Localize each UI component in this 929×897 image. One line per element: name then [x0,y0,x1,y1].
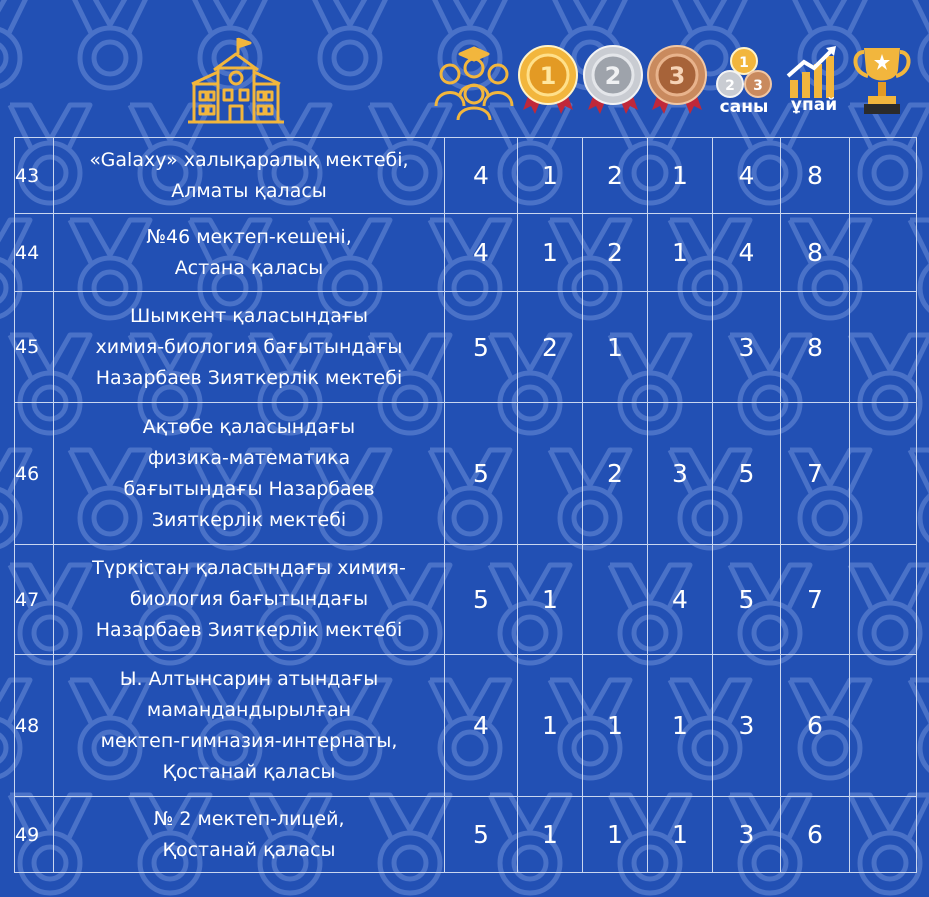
school-building-icon [188,36,284,126]
medal-total-cell: 5 [713,403,781,545]
bronze-medal-icon [646,44,708,116]
school-name-line: химия-биология бағытындағы [95,335,403,358]
school-name-cell [54,403,445,545]
rank-cell [850,797,917,873]
row-number-cell: 45 [15,292,54,403]
silver-count-cell: 1 [583,292,648,403]
school-name-cell [54,797,445,873]
points-chart-icon [786,44,842,114]
students-icon [434,44,514,120]
svg-text:2: 2 [604,62,622,90]
table-row [15,214,917,292]
table-row [15,655,917,797]
gold-count-cell: 1 [518,214,583,292]
medals-count-icon [714,46,774,116]
silver-count-cell [583,545,648,655]
medal-total-cell: 5 [713,545,781,655]
bronze-count-cell: 1 [648,214,713,292]
silver-medal-icon [582,44,644,116]
table-row [15,545,917,655]
school-name-line: Зияткерлік мектебі [151,508,347,531]
points-cell: 7 [781,403,850,545]
students-count-cell: 5 [445,403,518,545]
school-name-line: Назарбаев Зияткерлік мектебі [95,366,403,389]
silver-count-cell: 1 [583,655,648,797]
svg-text:3: 3 [753,78,763,94]
results-table [14,137,917,873]
svg-text:2: 2 [725,78,735,94]
school-name-line: Астана қаласы [174,256,324,279]
row-number-cell: 46 [15,403,54,545]
rank-cell [850,214,917,292]
school-name-line: №46 мектеп-кешені, [146,225,352,248]
school-name-line: физика-математика [147,446,351,469]
gold-medal-icon [517,44,579,116]
silver-count-cell: 2 [583,138,648,214]
points-cell: 6 [781,797,850,873]
bronze-count-cell: 1 [648,655,713,797]
school-name-cell [54,292,445,403]
school-name-line: мектеп-гимназия-интернаты, [100,729,398,752]
silver-count-cell: 2 [583,403,648,545]
medal-total-cell: 3 [713,292,781,403]
medal-total-cell: 4 [713,138,781,214]
students-count-cell: 5 [445,797,518,873]
school-name-line: Ақтөбе қаласындағы [142,415,356,438]
points-cell: 8 [781,292,850,403]
school-name-cell [54,214,445,292]
svg-text:1: 1 [539,62,557,90]
table-row [15,797,917,873]
bronze-count-cell [648,292,713,403]
school-name-line: Ы. Алтынсарин атындағы [119,667,379,690]
gold-count-cell: 1 [518,655,583,797]
school-name-cell [54,545,445,655]
table-row [15,403,917,545]
trophy-icon [852,44,912,118]
bronze-count-cell: 4 [648,545,713,655]
points-label: ұпай [790,95,838,115]
points-cell: 6 [781,655,850,797]
medal-total-cell: 3 [713,797,781,873]
students-count-cell: 4 [445,214,518,292]
bronze-count-cell: 1 [648,797,713,873]
gold-count-cell: 1 [518,138,583,214]
silver-count-cell: 2 [583,214,648,292]
header-icon-row [0,0,929,137]
medal-total-cell: 3 [713,655,781,797]
table-row [15,292,917,403]
school-name-cell [54,138,445,214]
school-name-line: Шымкент қаласындағы [129,304,369,327]
gold-count-cell: 1 [518,797,583,873]
students-count-cell: 5 [445,292,518,403]
rank-cell [850,545,917,655]
count-label: саны [719,97,769,117]
school-name-line: Қостанай қаласы [162,760,336,783]
svg-text:3: 3 [668,62,686,90]
medal-total-cell: 4 [713,214,781,292]
bronze-count-cell: 1 [648,138,713,214]
row-number-cell: 43 [15,138,54,214]
gold-count-cell: 1 [518,545,583,655]
bronze-count-cell: 3 [648,403,713,545]
school-name-line: Алматы қаласы [171,179,327,202]
school-name-line: биология бағытындағы [129,588,369,610]
rank-cell [850,403,917,545]
students-count-cell: 4 [445,138,518,214]
points-cell: 8 [781,138,850,214]
row-number-cell: 49 [15,797,54,873]
row-number-cell: 48 [15,655,54,797]
school-name-line: «Galaxy» халықаралық мектебі, [89,148,409,171]
students-count-cell: 5 [445,545,518,655]
row-number-cell: 47 [15,545,54,655]
school-name-line: Түркістан қаласындағы химия- [92,557,406,579]
rank-cell [850,292,917,403]
school-name-line: Назарбаев Зияткерлік мектебі [95,619,403,641]
gold-count-cell [518,403,583,545]
table-row [15,138,917,214]
row-number-cell: 44 [15,214,54,292]
students-count-cell: 4 [445,655,518,797]
svg-text:1: 1 [739,55,749,71]
school-name-cell [54,655,445,797]
school-name-line: Қостанай қаласы [162,838,336,861]
points-cell: 8 [781,214,850,292]
rank-cell [850,138,917,214]
school-name-line: мамандандырылған [146,698,352,721]
school-name-line: № 2 мектеп-лицей, [153,807,345,830]
school-name-line: бағытындағы Назарбаев [123,477,375,500]
points-cell: 7 [781,545,850,655]
silver-count-cell: 1 [583,797,648,873]
rank-cell [850,655,917,797]
gold-count-cell: 2 [518,292,583,403]
